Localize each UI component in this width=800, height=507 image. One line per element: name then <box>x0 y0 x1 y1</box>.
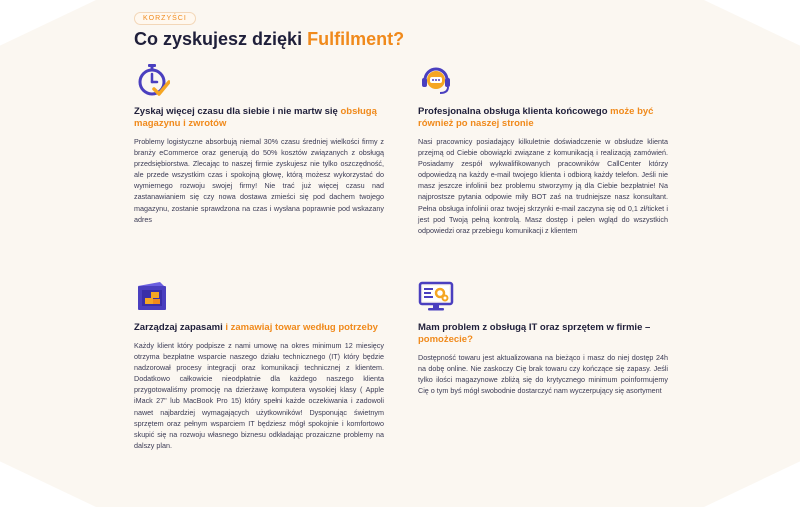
headset-support-icon <box>418 62 454 98</box>
heading-main-text: Co zyskujesz dzięki <box>134 29 308 49</box>
benefit-card-time <box>134 62 384 225</box>
card-body: Każdy klient który podpisze z nami umowę na okres minimum 12 miesięcy otrzyma bezpłatne wsparcie naszego działu technicznego (IT) który będzie nadzorował procesy integracji oraz komunikacji technicznej z klientem. Dodatkowo całkowicie nieodpłatnie dla każdego naszego klienta przygotowaliśmy promocję na dzierżawę komputera wysokiej klasy ( Apple iMack 27" lub MacBook Pro 15) który spełni każde oczekiwania i zadowoli nawet najbardziej wymagających użytkowników! Dysponując świetnym sprzętem oraz pełnym wsparciem IT będziesz mógł spokojnie i komfortowo skupić się na rozwoju własnego biznesu odkładając prozaiczne problemy na dalszy plan. <box>134 341 384 450</box>
card-title: Profesjonalna obsługa klienta końcowego może być również po naszej stronie <box>418 106 654 129</box>
card-body: Dostępność towaru jest aktualizowana na bieżąco i masz do niej dostęp 24h na dobę online. Nie zaskoczy Cię brak towaru czy kończące się zapasy. Jeśli tylko ilości magazynowe zbliżą się do krytycznego minimum poinformujemy Cię o tym byś mógł swobodnie dostarczyć nam wyczerpujący się asortyment <box>418 353 668 396</box>
card-title: Mam problem z obsługą IT oraz sprzętem w firmie – pomożecie? <box>418 322 651 345</box>
section-badge: KORZYŚCI <box>134 12 196 25</box>
benefit-card-it-support <box>418 278 668 396</box>
heading-highlight-text: Fulfilment? <box>307 29 405 49</box>
benefit-card-customer-service <box>418 62 668 236</box>
card-title: Zyskaj więcej czasu dla siebie i nie martw się obsługą magazynu i zwrotów <box>134 106 377 129</box>
section-heading <box>134 29 404 50</box>
card-body: Nasi pracownicy posiadający kilkuletnie doświadczenie w obsłudze klienta przejmą od Ciebie obowiązki związane z komunikacją i realizacją zamówień. Posiadamy zespół wykwalifikowanych pracowników CallCenter którzy odpowiedzą na każdy e-mail twojego klienta i odbiorą każdy telefon. Jeśli nie masz jeszcze infolinii bez problemu stworzymy ją dla Ciebie bezpłatnie! Na najprostsze pytania odpowie miły BOT zaś na trudniejsze nasz konsultant. Pełna obsługa infolinii oraz twojej skrzynki e-mail zaczyna się od 0,1 zł/ticket i jest pod Twoją pełną kontrolą. Masz dostęp i pełen wgląd do wszystkich odpowiedzi oraz przebiegu komunikacji z klientem <box>418 137 668 235</box>
card-body: Problemy logistyczne absorbują niemal 30% czasu średniej wielkości firmy z branży eCommerce oraz generują do 50% kosztów związanych z obsługą przedsiębiorstwa. Zlecając to naszej firmie zyskujesz nie tylko oszczędność, ale przede wszystkim czas i spokojną głowę, którą możesz wykorzystać do wymiernego rozwoju swojej firmy! Nie trać już więcej czasu nad zastanawianiem się czy nowa dostawa zmieści się pod dachem twojego magazynu, zostanie sprawdzona na czas i wysłana poprawnie pod wskazany adres <box>134 137 384 224</box>
stopwatch-check-icon <box>134 62 170 98</box>
card-title: Zarządzaj zapasami i zamawiaj towar według potrzeby <box>134 322 378 333</box>
monitor-gears-icon <box>418 278 454 314</box>
benefit-card-inventory <box>134 278 384 451</box>
warehouse-boxes-icon <box>134 278 170 314</box>
